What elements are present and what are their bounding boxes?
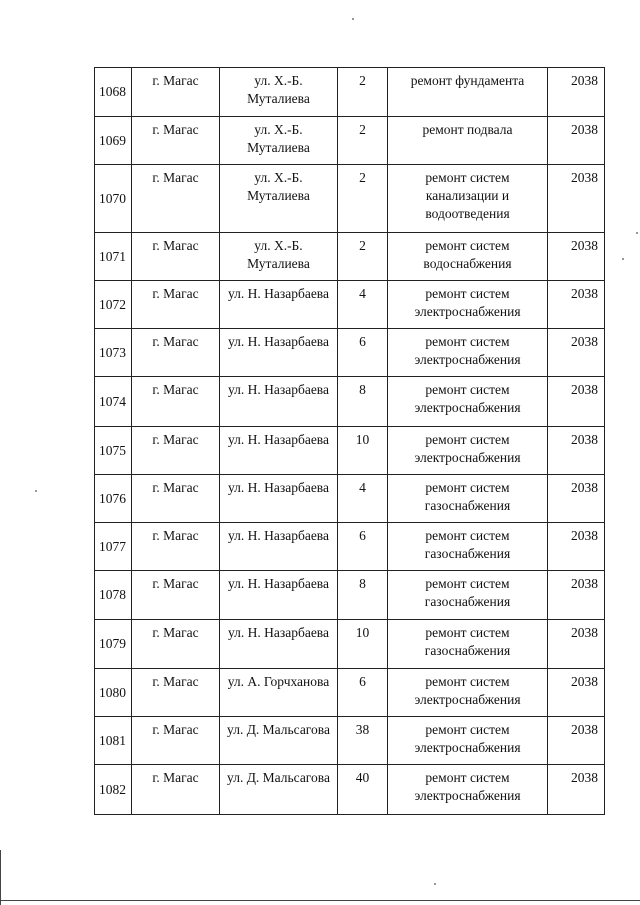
work-type-cell: ремонт систем электроснабжения [388, 669, 548, 717]
row-number-cell: 1082 [95, 765, 132, 815]
house-number-cell: 38 [338, 717, 388, 765]
table-row [95, 377, 605, 427]
street-cell: ул. Х.-Б. Муталиева [220, 233, 338, 281]
house-number-cell: 6 [338, 523, 388, 571]
year-cell: 2038 [548, 165, 605, 233]
work-type-cell: ремонт систем газоснабжения [388, 620, 548, 669]
house-number-cell: 2 [338, 165, 388, 233]
table-row [95, 233, 605, 281]
street-cell: ул. Н. Назарбаева [220, 571, 338, 620]
work-type-cell: ремонт систем электроснабжения [388, 329, 548, 377]
year-cell: 2038 [548, 475, 605, 523]
street-cell: ул. Х.-Б. Муталиева [220, 165, 338, 233]
table-row [95, 68, 605, 117]
work-type-cell: ремонт систем электроснабжения [388, 377, 548, 427]
house-number-cell: 40 [338, 765, 388, 815]
city-cell: г. Магас [132, 427, 220, 475]
house-number-cell: 6 [338, 329, 388, 377]
work-type-cell: ремонт систем электроснабжения [388, 717, 548, 765]
street-cell: ул. Д. Мальсагова [220, 765, 338, 815]
repair-schedule-table [94, 67, 605, 815]
table-row [95, 620, 605, 669]
row-number-cell: 1079 [95, 620, 132, 669]
street-cell: ул. Н. Назарбаева [220, 281, 338, 329]
work-type-cell: ремонт систем газоснабжения [388, 571, 548, 620]
scan-speck [434, 883, 436, 885]
row-number-cell: 1080 [95, 669, 132, 717]
year-cell: 2038 [548, 329, 605, 377]
year-cell: 2038 [548, 523, 605, 571]
scan-speck [35, 490, 37, 492]
table-row [95, 571, 605, 620]
house-number-cell: 8 [338, 377, 388, 427]
year-cell: 2038 [548, 765, 605, 815]
street-cell: ул. Х.-Б. Муталиева [220, 68, 338, 117]
street-cell: ул. Н. Назарбаева [220, 427, 338, 475]
street-cell: ул. А. Горчханова [220, 669, 338, 717]
table-row [95, 475, 605, 523]
street-cell: ул. Д. Мальсагова [220, 717, 338, 765]
row-number-cell: 1078 [95, 571, 132, 620]
year-cell: 2038 [548, 669, 605, 717]
year-cell: 2038 [548, 377, 605, 427]
city-cell: г. Магас [132, 669, 220, 717]
row-number-cell: 1068 [95, 68, 132, 117]
table-row [95, 281, 605, 329]
street-cell: ул. Н. Назарбаева [220, 377, 338, 427]
street-cell: ул. Н. Назарбаева [220, 475, 338, 523]
row-number-cell: 1074 [95, 377, 132, 427]
scan-speck [636, 232, 638, 234]
table-row [95, 117, 605, 165]
scan-left-edge-mark [0, 850, 1, 905]
scan-speck [352, 18, 354, 20]
city-cell: г. Магас [132, 765, 220, 815]
row-number-cell: 1072 [95, 281, 132, 329]
work-type-cell: ремонт систем водоснабжения [388, 233, 548, 281]
city-cell: г. Магас [132, 233, 220, 281]
table-body [95, 68, 605, 815]
house-number-cell: 2 [338, 117, 388, 165]
city-cell: г. Магас [132, 717, 220, 765]
house-number-cell: 4 [338, 281, 388, 329]
city-cell: г. Магас [132, 165, 220, 233]
street-cell: ул. Н. Назарбаева [220, 620, 338, 669]
house-number-cell: 8 [338, 571, 388, 620]
year-cell: 2038 [548, 717, 605, 765]
row-number-cell: 1077 [95, 523, 132, 571]
city-cell: г. Магас [132, 68, 220, 117]
work-type-cell: ремонт систем электроснабжения [388, 281, 548, 329]
row-number-cell: 1075 [95, 427, 132, 475]
house-number-cell: 2 [338, 68, 388, 117]
work-type-cell: ремонт систем электроснабжения [388, 765, 548, 815]
house-number-cell: 10 [338, 427, 388, 475]
year-cell: 2038 [548, 571, 605, 620]
city-cell: г. Магас [132, 117, 220, 165]
year-cell: 2038 [548, 620, 605, 669]
house-number-cell: 6 [338, 669, 388, 717]
row-number-cell: 1070 [95, 165, 132, 233]
house-number-cell: 4 [338, 475, 388, 523]
city-cell: г. Магас [132, 281, 220, 329]
row-number-cell: 1071 [95, 233, 132, 281]
street-cell: ул. Н. Назарбаева [220, 329, 338, 377]
year-cell: 2038 [548, 427, 605, 475]
table-row [95, 427, 605, 475]
table-row [95, 669, 605, 717]
work-type-cell: ремонт систем газоснабжения [388, 475, 548, 523]
year-cell: 2038 [548, 68, 605, 117]
city-cell: г. Магас [132, 523, 220, 571]
work-type-cell: ремонт систем газоснабжения [388, 523, 548, 571]
street-cell: ул. Х.-Б. Муталиева [220, 117, 338, 165]
year-cell: 2038 [548, 233, 605, 281]
work-type-cell: ремонт подвала [388, 117, 548, 165]
table-row [95, 765, 605, 815]
row-number-cell: 1069 [95, 117, 132, 165]
work-type-cell: ремонт систем электроснабжения [388, 427, 548, 475]
year-cell: 2038 [548, 117, 605, 165]
city-cell: г. Магас [132, 571, 220, 620]
city-cell: г. Магас [132, 377, 220, 427]
table-row [95, 523, 605, 571]
row-number-cell: 1076 [95, 475, 132, 523]
table-row [95, 165, 605, 233]
house-number-cell: 2 [338, 233, 388, 281]
scan-bottom-edge-line [0, 900, 640, 901]
year-cell: 2038 [548, 281, 605, 329]
table-row [95, 329, 605, 377]
work-type-cell: ремонт систем канализации и водоотведения [388, 165, 548, 233]
row-number-cell: 1081 [95, 717, 132, 765]
city-cell: г. Магас [132, 620, 220, 669]
scan-speck [622, 258, 624, 260]
row-number-cell: 1073 [95, 329, 132, 377]
house-number-cell: 10 [338, 620, 388, 669]
city-cell: г. Магас [132, 329, 220, 377]
table-row [95, 717, 605, 765]
city-cell: г. Магас [132, 475, 220, 523]
street-cell: ул. Н. Назарбаева [220, 523, 338, 571]
work-type-cell: ремонт фундамента [388, 68, 548, 117]
